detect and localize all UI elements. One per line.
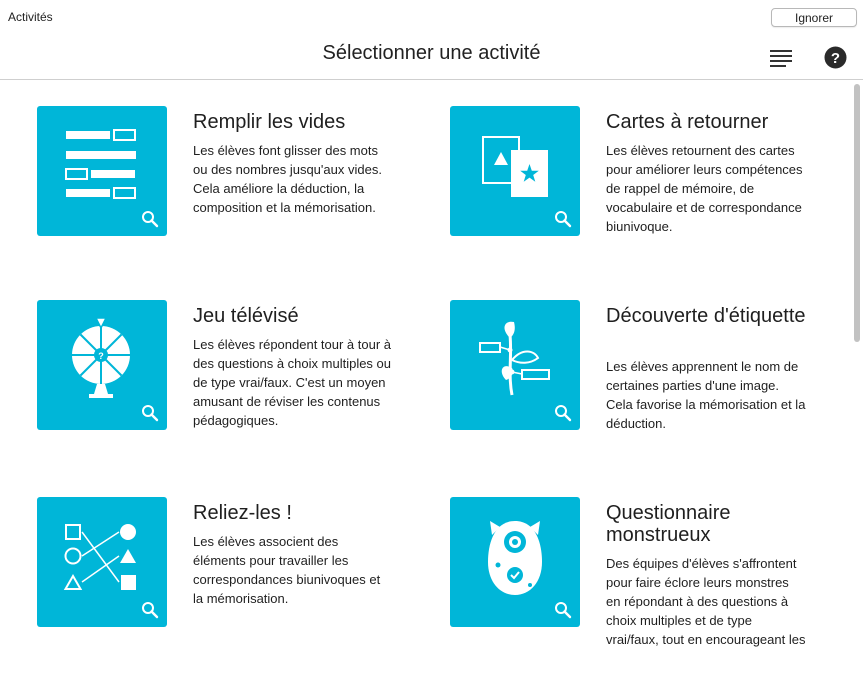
header-divider (0, 79, 863, 80)
activity-thumbnail[interactable] (37, 106, 167, 236)
activity-description: Les élèves retournent des cartes pour améliorer leurs compétences de rappel de mémoire, de vocabulaire et de correspondance biunivoque. (606, 143, 803, 234)
activity-thumbnail[interactable] (450, 497, 580, 627)
activity-description: Les élèves apprennent le nom de certaines parties d'une image. Cela favorise la mémorisation et la déduction. (606, 359, 806, 431)
activity-thumbnail[interactable] (37, 497, 167, 627)
list-icon[interactable] (769, 48, 793, 68)
activity-title[interactable]: Découverte d'étiquette (606, 305, 806, 327)
svg-text:?: ? (98, 351, 104, 361)
page-title: Sélectionner une activité (322, 42, 541, 64)
activity-thumbnail[interactable] (450, 106, 580, 236)
magnifier-icon[interactable] (141, 404, 159, 422)
activity-thumbnail[interactable] (450, 300, 580, 430)
magnifier-icon[interactable] (141, 601, 159, 619)
magnifier-icon[interactable] (554, 404, 572, 422)
activity-description: Les élèves font glisser des mots ou des nombres jusqu'aux vides. Cela améliore la déduction, la composition et la mémorisation. (193, 143, 382, 215)
activity-title[interactable]: Remplir les vides (193, 111, 346, 133)
magnifier-icon[interactable] (554, 210, 572, 228)
scrollbar-thumb[interactable] (854, 84, 860, 342)
activity-title[interactable]: Questionnaire monstrueux (606, 502, 731, 546)
magnifier-icon[interactable] (141, 210, 159, 228)
svg-text:?: ? (830, 50, 841, 67)
activity-title[interactable]: Jeu télévisé (193, 305, 299, 327)
magnifier-icon[interactable] (554, 601, 572, 619)
window-title: Activités (8, 10, 53, 24)
activity-description: Des équipes d'élèves s'affrontent pour faire éclore leurs monstres en répondant à des questions à choix multiples et de type vrai/faux, tout en encourageant les (606, 556, 806, 647)
activity-title[interactable]: Cartes à retourner (606, 111, 769, 133)
activity-description: Les élèves associent des éléments pour travailler les correspondances biunivoques et la mémorisation. (193, 534, 381, 606)
activity-title[interactable]: Reliez-les ! (193, 502, 292, 524)
activity-thumbnail[interactable] (37, 300, 167, 430)
activity-description: Les élèves répondent tour à tour à des questions à choix multiples ou de type vrai/faux. C'est un moyen amusant de réviser les contenus pédagogiques. (193, 337, 392, 428)
ignore-button[interactable]: Ignorer (771, 8, 857, 27)
help-icon[interactable] (824, 46, 847, 69)
